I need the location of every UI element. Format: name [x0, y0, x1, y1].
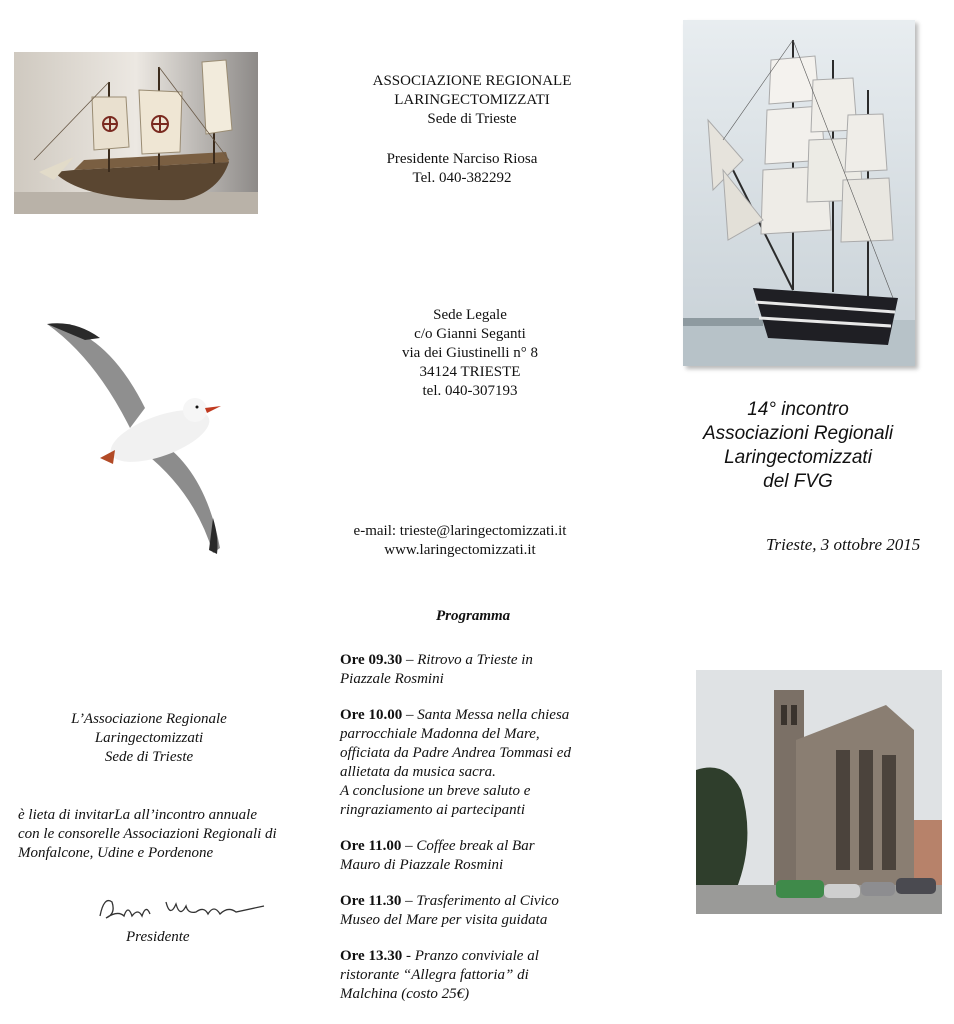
- event-title: 14° incontro Associazioni Regionali Laringectomizzati del FVG: [702, 399, 894, 492]
- invite-text: è lieta di invitarLa all’incontro annuale con le consorelle Associazioni Regionali di Monfalcone, Udine e Pordenone: [18, 807, 277, 861]
- programma-title: Programma: [436, 608, 511, 624]
- signature: [96, 892, 266, 926]
- president-name: Presidente Narciso Riosa: [386, 151, 538, 167]
- church-photo: [696, 670, 942, 914]
- legal-line: Sede Legale: [433, 307, 507, 323]
- legal-line: tel. 040-307193: [422, 383, 518, 399]
- programma-item: Ore 13.30 - Pranzo conviviale al ristorante “Allegra fattoria” di Malchina (costo 25€): [340, 948, 539, 1002]
- legal-line: c/o Gianni Seganti: [414, 326, 526, 342]
- president-contact: [312, 150, 612, 188]
- caravel-photo: [14, 52, 258, 214]
- programma-list: [340, 651, 625, 1004]
- website-link[interactable]: www.laringectomizzati.it: [384, 542, 536, 558]
- association-header: [322, 72, 622, 129]
- event-date: Trieste, 3 ottobre 2015: [766, 535, 921, 554]
- seagull-photo: [45, 318, 230, 556]
- programma-item: Ore 11.00 – Coffee break al Bar Mauro di Piazzale Rosmini: [340, 838, 535, 873]
- header-line: Sede di Trieste: [427, 111, 517, 127]
- header-line: LARINGECTOMIZZATI: [394, 92, 550, 108]
- tall-ship-photo: [683, 20, 915, 366]
- web-contacts: [310, 522, 610, 560]
- president-phone: Tel. 040-382292: [412, 170, 512, 186]
- legal-line: via dei Giustinelli n° 8: [402, 345, 538, 361]
- email-link[interactable]: e-mail: trieste@laringectomizzati.it: [353, 523, 567, 539]
- programma-item: Ore 10.00 – Santa Messa nella chiesa parrocchiale Madonna del Mare, officiata da Padre Andrea Tommasi ed allietata da musica sacra. A conclusione un breve saluto e ringraziamento ai partecipanti: [340, 707, 571, 818]
- programma-item: Ore 11.30 – Trasferimento al Civico Museo del Mare per visita guidata: [340, 893, 559, 928]
- signature-role: Presidente: [126, 929, 190, 945]
- header-line: ASSOCIAZIONE REGIONALE: [372, 73, 572, 89]
- legal-line: 34124 TRIESTE: [419, 364, 521, 380]
- programma-item: Ore 09.30 – Ritrovo a Trieste in Piazzale Rosmini: [340, 652, 533, 687]
- association-invite-header: L’Associazione Regionale Laringectomizzati Sede di Trieste: [71, 711, 227, 765]
- legal-address: [320, 306, 620, 401]
